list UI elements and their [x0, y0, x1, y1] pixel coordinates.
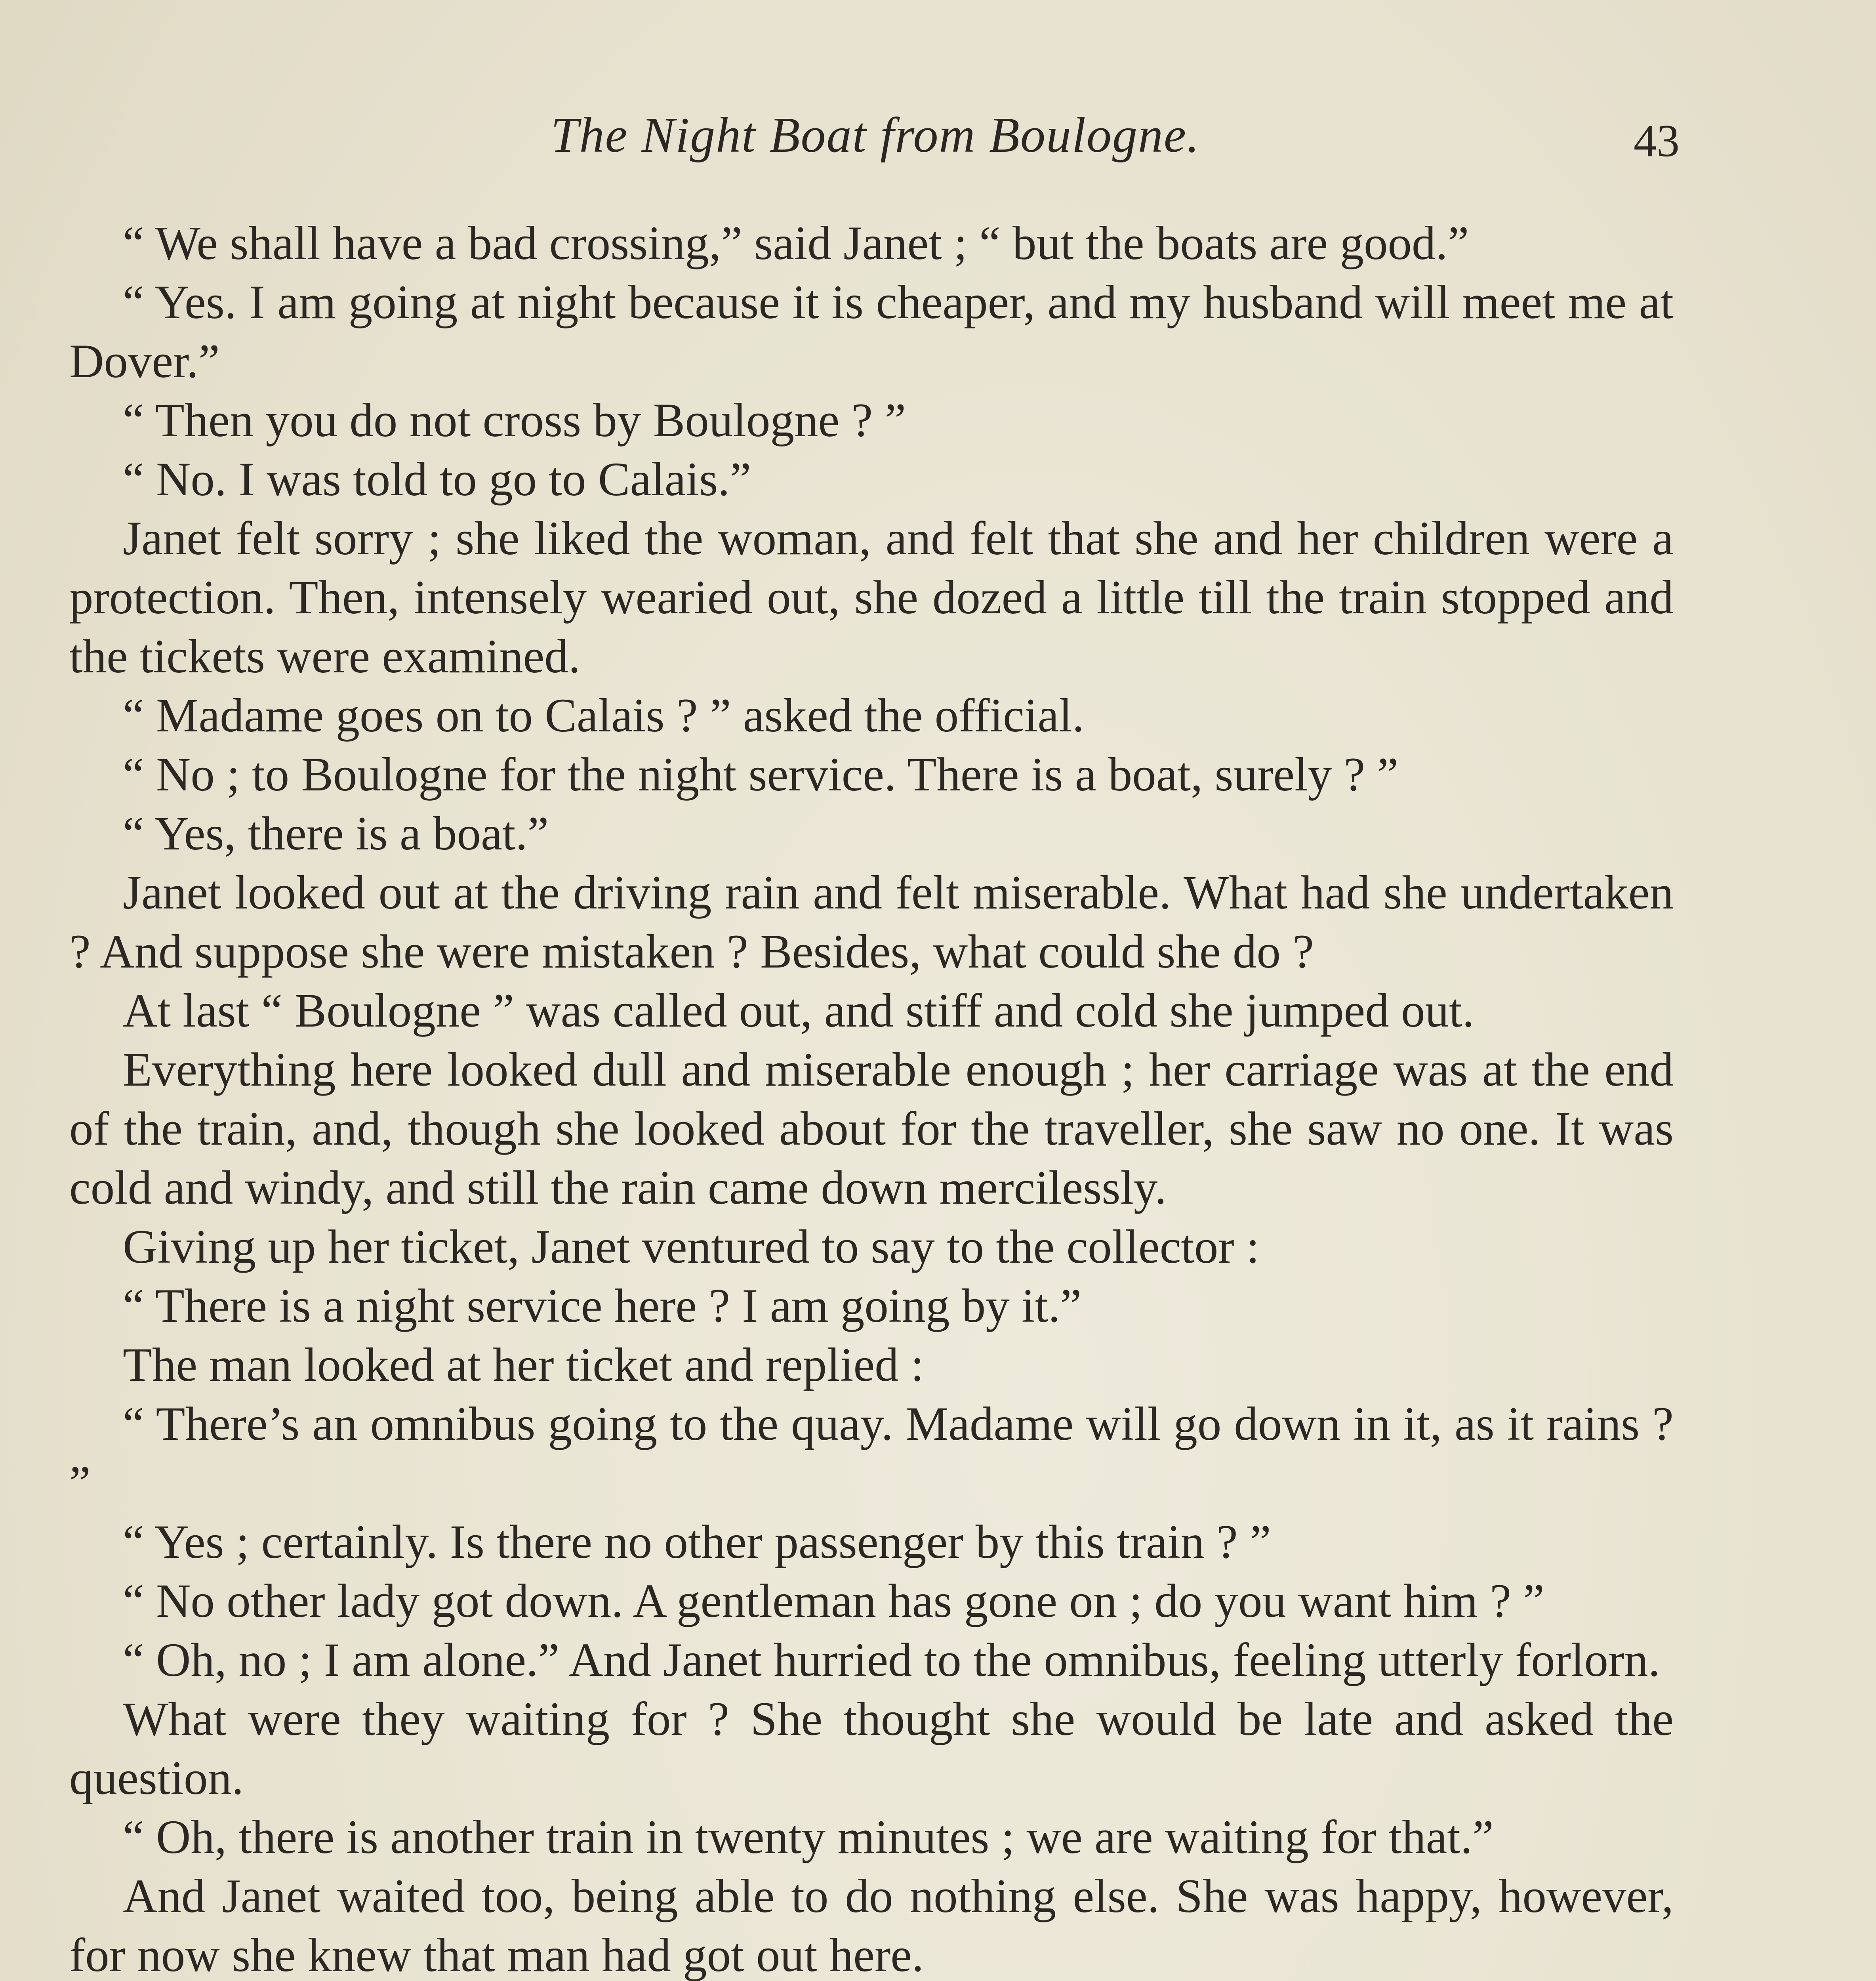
- paragraph: “ No. I was told to go to Calais.”: [123, 453, 751, 506]
- paragraph: Janet felt sorry ; she liked the woman, and felt that she and her children were a protection. Then, intensely wearied out, she dozed a little till the train stopped and the tickets were examined.: [69, 512, 1674, 683]
- paragraph: Everything here looked dull and miserable enough ; her carriage was at the end of the train, and, though she looked about for the traveller, she saw no one. It was cold and windy, and still the rain came down mercilessly.: [69, 1043, 1674, 1214]
- running-head-title: The Night Boat from Boulogne.: [551, 108, 1200, 163]
- paragraph: “ We shall have a bad crossing,” said Janet ; “ but the boats are good.”: [123, 217, 1469, 270]
- paragraph: “ Oh, there is another train in twenty minutes ; we are waiting for that.”: [123, 1811, 1494, 1864]
- paragraph: Janet looked out at the driving rain and felt miserable. What had she undertaken ? And suppose she were mistaken ? Besides, what could she do ?: [69, 866, 1674, 978]
- paragraph: “ Yes ; certainly. Is there no other passenger by this train ? ”: [123, 1515, 1271, 1569]
- paragraph: “ Madame goes on to Calais ? ” asked the official.: [123, 689, 1085, 742]
- paragraph: “ There’s an omnibus going to the quay. Madame will go down in it, as it rains ? ”: [69, 1397, 1674, 1510]
- paragraph: “ No ; to Boulogne for the night service. There is a boat, surely ? ”: [123, 748, 1399, 801]
- text-body: [69, 214, 1674, 1981]
- paragraph: “ Yes, there is a boat.”: [123, 807, 549, 860]
- paragraph: What were they waiting for ? She thought she would be late and asked the question.: [69, 1693, 1674, 1805]
- paragraph: “ Oh, no ; I am alone.” And Janet hurried to the omnibus, feeling utterly forlorn.: [123, 1634, 1661, 1687]
- paragraph: “ There is a night service here ? I am going by it.”: [123, 1279, 1082, 1332]
- paragraph: At last “ Boulogne ” was called out, and stiff and cold she jumped out.: [123, 984, 1474, 1037]
- running-head: [71, 99, 1680, 178]
- paragraph: “ No other lady got down. A gentleman has gone on ; do you want him ? ”: [123, 1574, 1544, 1628]
- paragraph: The man looked at her ticket and replied :: [123, 1338, 924, 1391]
- paragraph: “ Then you do not cross by Boulogne ? ”: [123, 394, 906, 447]
- page-number: 43: [1634, 116, 1680, 166]
- paragraph: Giving up her ticket, Janet ventured to say to the collector :: [123, 1220, 1260, 1273]
- paragraph: “ Yes. I am going at night because it is cheaper, and my husband will meet me at Dover.”: [69, 276, 1674, 388]
- paragraph: And Janet waited too, being able to do nothing else. She was happy, however, for now she knew that man had got out here.: [69, 1870, 1674, 1981]
